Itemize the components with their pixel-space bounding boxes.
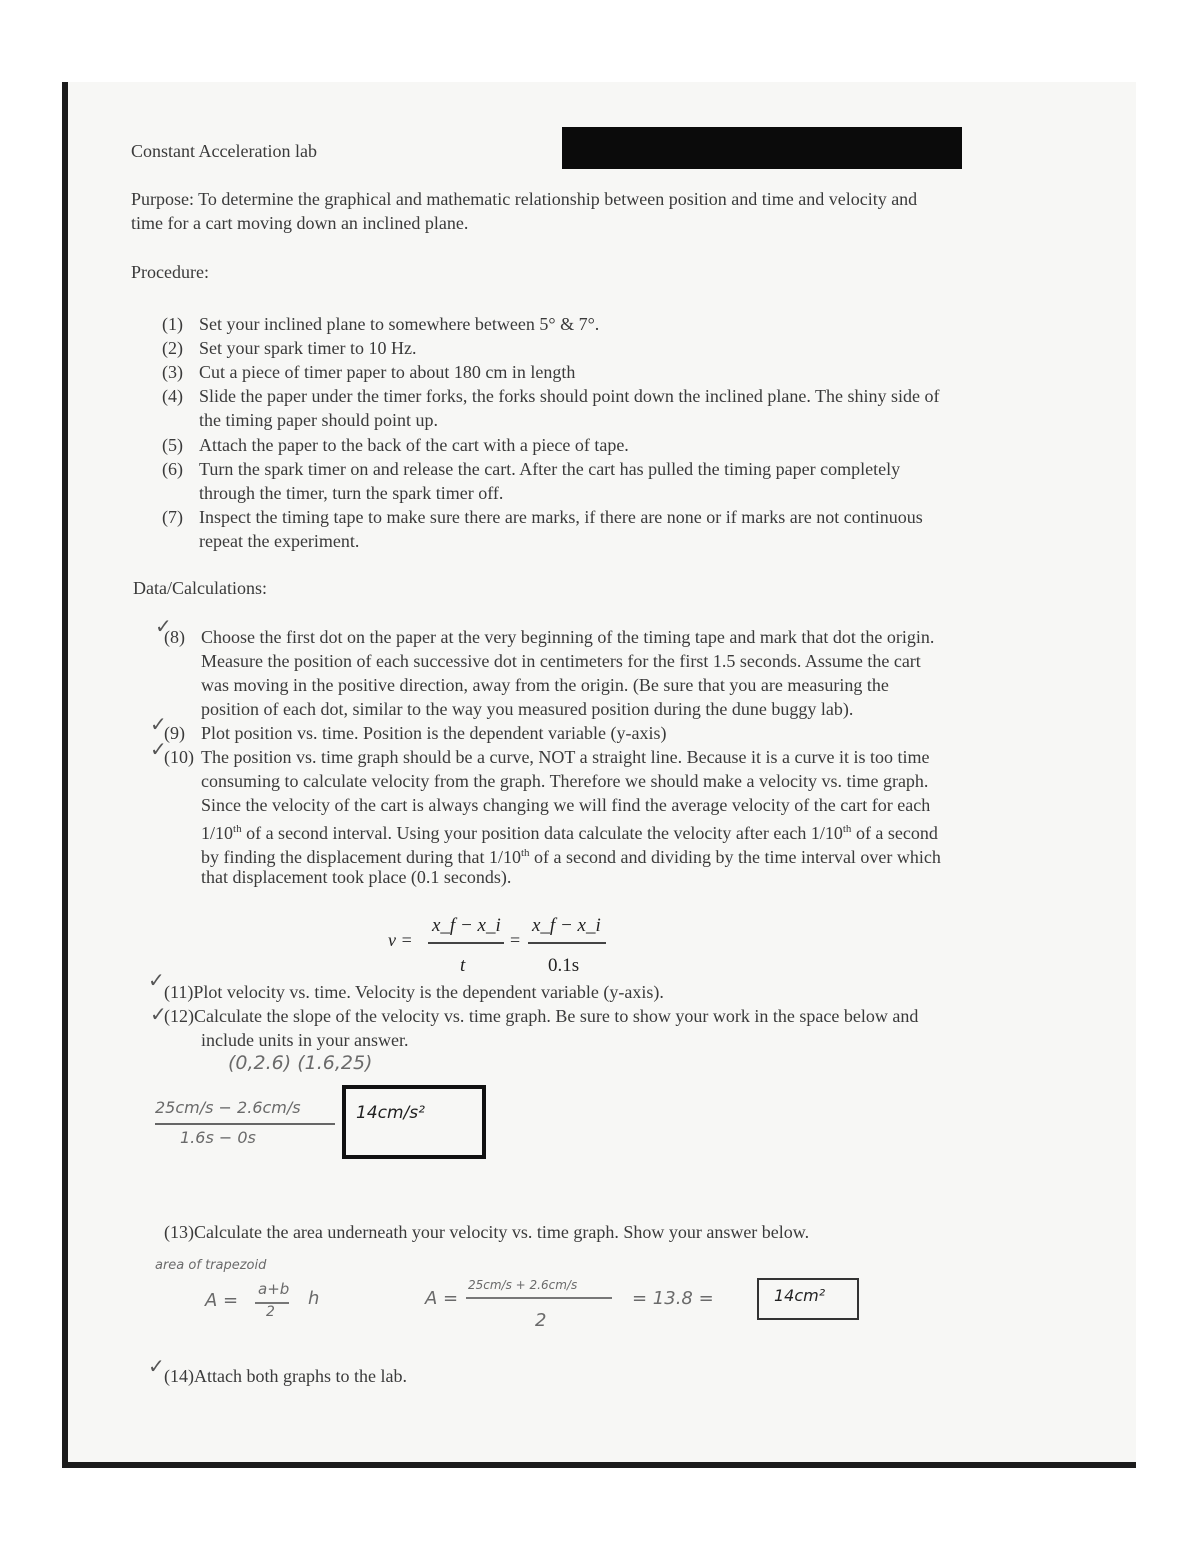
item-text: position of each dot, similar to the way you measured position during the dune buggy lab). [201,699,854,719]
formula-numerator-2: x_f − x_i [532,915,601,936]
item-number: (7) [162,507,183,527]
data-item-11 [164,982,664,1003]
procedure-item-5 [162,433,629,457]
handwritten-fraction-bar [466,1297,612,1299]
item-number: (10) [164,747,194,767]
checkmark-icon: ✓ [148,968,165,992]
checkmark-icon: ✓ [150,1002,167,1026]
checkmark-icon: ✓ [150,737,167,761]
procedure-item-7 [162,505,923,551]
redacted-name-bar [562,127,962,169]
item-number: (12) [164,1006,194,1026]
purpose-line-1: Purpose: To determine the graphical and mathematic relationship between position and time and velocity and [131,189,918,209]
data-item-13: (13)Calculate the area underneath your velocity vs. time graph. Show your answer below. [164,1222,810,1242]
item-text: the timing paper should point up. [199,410,438,430]
data-item-10 [164,745,941,887]
handwritten-area-result: = 13.8 = [632,1288,714,1309]
item-text: Set your inclined plane to somewhere between 5° & 7°. [199,314,600,334]
data-item-12 [164,1006,918,1027]
formula-numerator-1: x_f − x_i [432,915,501,936]
procedure-item-4 [162,384,940,430]
handwritten-area-answer: 14cm² [774,1286,826,1305]
item-text: by finding the displacement during that 1/10th of a second and dividing by the time interval over which [201,847,941,867]
item-text: Plot velocity vs. time. Velocity is the dependent variable (y-axis). [193,982,664,1002]
item-text: 1/10th of a second interval. Using your position data calculate the velocity after each 1/10th of a second [201,823,938,843]
item-number: (5) [162,435,183,455]
procedure-item-2 [162,336,417,360]
item-text: consuming to calculate velocity from the graph. Therefore we should make a velocity vs. time graph. [201,771,929,791]
handwritten-area-denominator: 2 [535,1310,547,1331]
checkmark-icon: ✓ [148,1354,165,1378]
handwritten-points: (0,2.6) (1.6,25) [228,1052,373,1074]
procedure-item-1 [162,312,600,336]
item-text: The position vs. time graph should be a curve, NOT a straight line. Because it is a curve it is too time [201,747,930,767]
data-item-14: (14)Attach both graphs to the lab. [164,1366,407,1386]
item-text: Turn the spark timer on and release the cart. After the cart has pulled the timing paper completely [199,459,901,479]
checkmark-icon: ✓ [155,614,172,638]
fraction-bar [428,942,504,944]
data-item-12-line-2: include units in your answer. [201,1030,409,1050]
formula-denominator-2: 0.1s [548,955,580,976]
handwritten-slope-denominator: 1.6s − 0s [180,1128,256,1147]
item-number: (2) [162,338,183,358]
checkmark-icon: ✓ [150,712,167,736]
item-number: (4) [162,386,183,406]
procedure-heading: Procedure: [131,262,209,282]
handwritten-trapezoid-denominator: 2 [266,1304,275,1320]
handwritten-area-a: A = [425,1288,459,1309]
item-number: (1) [162,314,183,334]
item-text: that displacement took place (0.1 seconds). [201,867,512,887]
item-number: (8) [164,627,185,647]
handwritten-slope-answer: 14cm/s² [356,1103,425,1123]
item-text: Plot position vs. time. Position is the dependent variable (y-axis) [201,723,667,743]
handwritten-trapezoid-label: area of trapezoid [155,1258,267,1273]
handwritten-trapezoid-h: h [308,1288,320,1309]
handwritten-trapezoid-numerator: a+b [258,1280,290,1298]
fraction-bar [528,942,606,944]
item-text: Calculate the slope of the velocity vs. time graph. Be sure to show your work in the space below and [194,1006,919,1026]
handwritten-slope-numerator: 25cm/s − 2.6cm/s [155,1098,301,1117]
item-text: Attach the paper to the back of the cart with a piece of tape. [199,435,629,455]
formula-equals: = [510,930,521,950]
item-text: was moving in the positive direction, away from the origin. (Be sure that you are measuring the [201,675,889,695]
item-number: (3) [162,362,183,382]
item-text: Cut a piece of timer paper to about 180 cm in length [199,362,576,382]
item-text: Slide the paper under the timer forks, the forks should point down the inclined plane. The shiny side of [199,386,940,406]
item-text: Measure the position of each successive dot in centimeters for the first 1.5 seconds. Assume the cart [201,651,921,671]
item-text: Set your spark timer to 10 Hz. [199,338,417,358]
item-text: through the timer, turn the spark timer off. [199,483,504,503]
formula-denominator-1: t [460,955,466,976]
handwritten-fraction-bar [155,1123,335,1125]
item-number: (6) [162,459,183,479]
item-number: (9) [164,723,185,743]
item-text: repeat the experiment. [199,531,360,551]
item-text: Inspect the timing tape to make sure there are marks, if there are none or if marks are not continuous [199,507,923,527]
data-item-8 [164,625,935,719]
purpose-line-2: time for a cart moving down an inclined plane. [131,213,469,233]
formula-v: v = [388,930,413,950]
item-text: Since the velocity of the cart is always changing we will find the average velocity of the cart for each [201,795,931,815]
handwritten-trapezoid-a: A = [205,1290,239,1311]
item-text: Choose the first dot on the paper at the very beginning of the timing tape and mark that dot the origin. [201,627,935,647]
page-title: Constant Acceleration lab [131,141,317,161]
data-item-9 [164,721,667,745]
procedure-item-6 [162,457,901,503]
item-number: (11) [164,982,194,1002]
handwritten-area-numerator: 25cm/s + 2.6cm/s [468,1278,578,1292]
data-calculations-heading: Data/Calculations: [133,578,267,598]
procedure-item-3 [162,360,576,384]
